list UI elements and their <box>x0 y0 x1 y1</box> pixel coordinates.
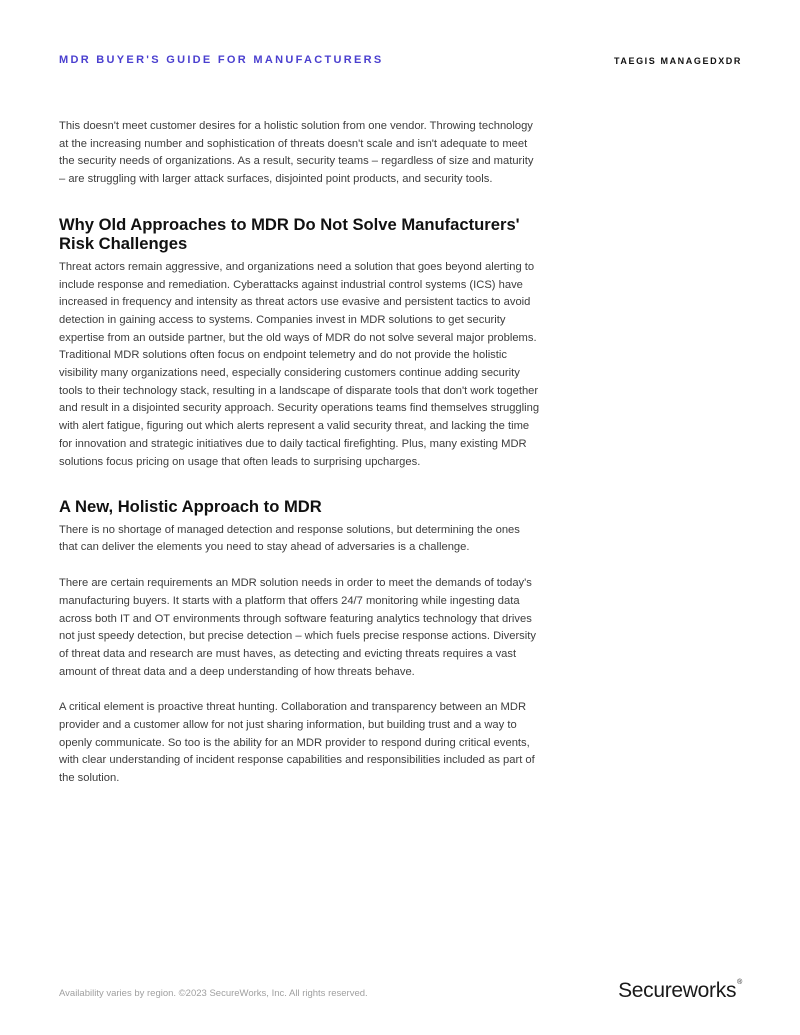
section-paragraph: There are certain requirements an MDR solution needs in order to meet the demands of today's manufacturing buyers. It starts with a platform that offers 24/7 monitoring while ingesting data across both IT and OT environments through software featuring analytics technology that drives not just speedy detection, but precise detection – which fuels precise response actions. Diversity of threat data and research are must haves, as detecting and evicting threats requires a vast amount of threat data and a deep understanding of how threats behave. <box>59 577 536 678</box>
section-heading-new-approach: A New, Holistic Approach to MDR <box>59 497 322 517</box>
main-content <box>59 118 541 806</box>
secureworks-logo <box>618 979 742 1003</box>
section-heading-old-approaches: Why Old Approaches to MDR Do Not Solve Manufacturers' Risk Challenges <box>59 214 520 254</box>
registered-mark: ® <box>737 979 742 986</box>
section-paragraph: There is no shortage of managed detection and response solutions, but determining the ones that can deliver the elements you need to stay ahead of adversaries is a challenge. <box>59 523 520 554</box>
logo-text: Secureworks <box>618 979 737 1002</box>
document-title: MDR BUYER'S GUIDE FOR MANUFACTURERS <box>59 54 384 66</box>
intro-paragraph: This doesn't meet customer desires for a holistic solution from one vendor. Throwing technology at the increasing number and sophistication of threats doesn't scale and isn't adequate to meet the security needs of organizations. As a result, security teams – regardless of size and maturity – are struggling with larger attack surfaces, disjointed point products, and security tools. <box>59 120 534 186</box>
footer-disclaimer: Availability varies by region. ©2023 SecureWorks, Inc. All rights reserved. <box>59 988 368 999</box>
section-paragraph: A critical element is proactive threat hunting. Collaboration and transparency between an MDR provider and a customer allow for not just sharing information, but building trust and a way to openly communicate. So too is the ability for an MDR provider to respond during critical events, with clear understanding of incident response capabilities and responsibilities included as part of the solution. <box>59 701 535 785</box>
product-name: TAEGIS MANAGEDXDR <box>613 56 742 66</box>
section-paragraph-old-approaches: Threat actors remain aggressive, and organizations need a solution that goes beyond alerting to include response and remediation. Cyberattacks against industrial control systems (ICS) have increased in frequency and intensity as threat actors use evasive and persistent tactics to avoid detection in gaining access to systems. Companies invest in MDR solutions to get security expertise from an outside partner, but the old ways of MDR do not solve several major problems. Traditional MDR solutions often focus on endpoint telemetry and do not provide the holistic visibility many organizations need, especially considering customers continue adding security tools to their technology stack, resulting in a landscape of disparate tools that don't work together and result in a disjointed security approach. Security operations teams find themselves struggling with alert fatigue, figuring out which alerts represent a valid security threat, and lacking the time for innovation and strategic initiatives due to daily tactical firefighting. Plus, many existing MDR solutions focus pricing on usage that often leads to surprising upcharges. <box>59 260 540 468</box>
